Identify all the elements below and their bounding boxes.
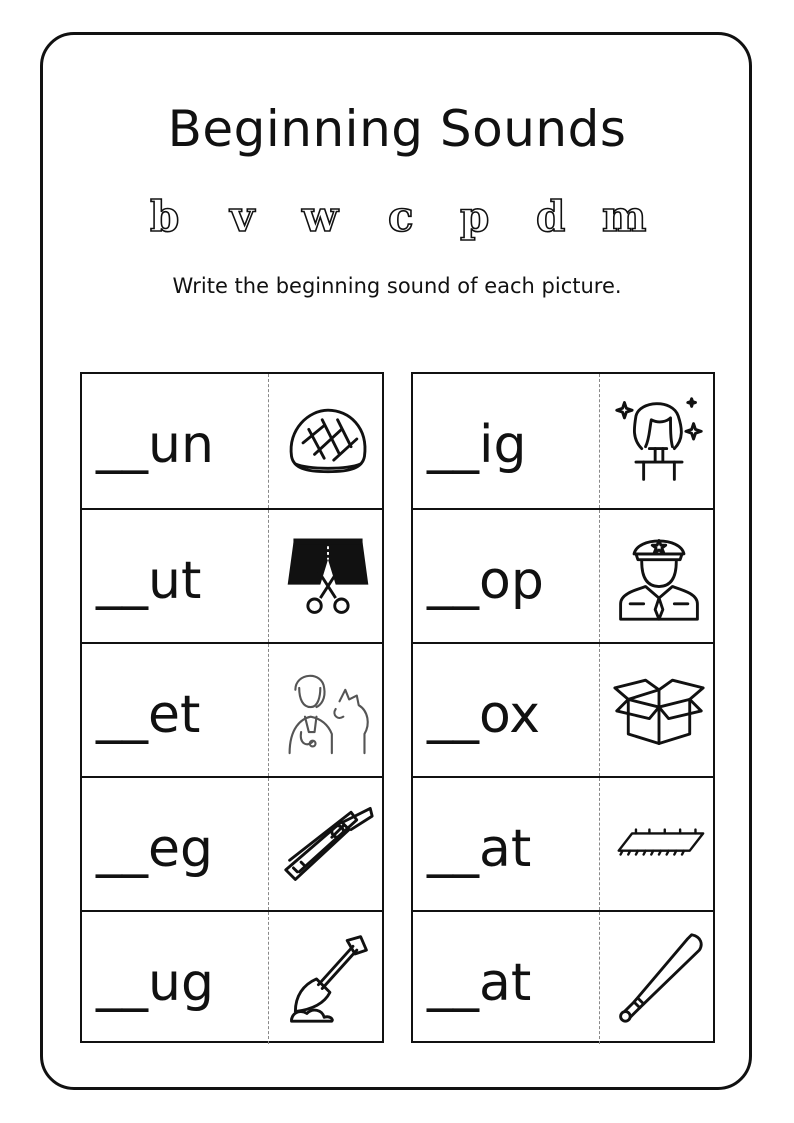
letter-option: b [150,192,180,241]
instruction-text: Write the beginning sound of each picture. [172,274,622,298]
letter-option: m [602,192,647,241]
word-row [413,508,713,642]
cop-icon [611,527,707,623]
letter-option: c [388,192,414,241]
word-blank[interactable]: __et [96,685,201,745]
cut-line [268,644,269,776]
word-blank[interactable]: __ug [96,953,214,1013]
cut-line [599,778,600,910]
word-blank[interactable]: __ox [427,685,540,745]
letter-bank [150,192,650,248]
wig-icon [611,391,707,487]
word-row [413,374,713,508]
cut-line [599,374,600,508]
word-blank[interactable]: __op [427,551,544,611]
word-row [413,776,713,910]
word-blank[interactable]: __ut [96,551,202,611]
right-column [411,372,715,1043]
word-row [82,910,382,1044]
letter-option: v [230,192,255,241]
word-row [413,910,713,1044]
worksheet-title: Beginning Sounds [167,100,627,158]
letter-option: p [460,192,490,241]
left-column [80,372,384,1043]
cut-line [268,778,269,910]
word-blank[interactable]: __at [427,819,532,879]
cut-icon [280,527,376,623]
letter-option: d [536,192,566,241]
bun-icon [280,391,376,487]
word-row [82,374,382,508]
word-blank[interactable]: __eg [96,819,213,879]
word-blank[interactable]: __at [427,953,532,1013]
word-row [82,642,382,776]
word-blank[interactable]: __un [96,415,214,475]
word-row [82,508,382,642]
dug-icon [280,929,376,1025]
cut-line [268,912,269,1044]
cut-line [599,510,600,642]
cut-line [268,374,269,508]
word-blank[interactable]: __ig [427,415,527,475]
bat-icon [611,929,707,1025]
peg-icon [280,795,376,891]
box-icon [611,661,707,757]
word-row [82,776,382,910]
cut-line [599,912,600,1044]
cut-line [268,510,269,642]
word-row [413,642,713,776]
vet-icon [280,661,376,757]
letter-option: w [302,192,339,241]
cut-line [599,644,600,776]
mat-icon [611,795,707,891]
